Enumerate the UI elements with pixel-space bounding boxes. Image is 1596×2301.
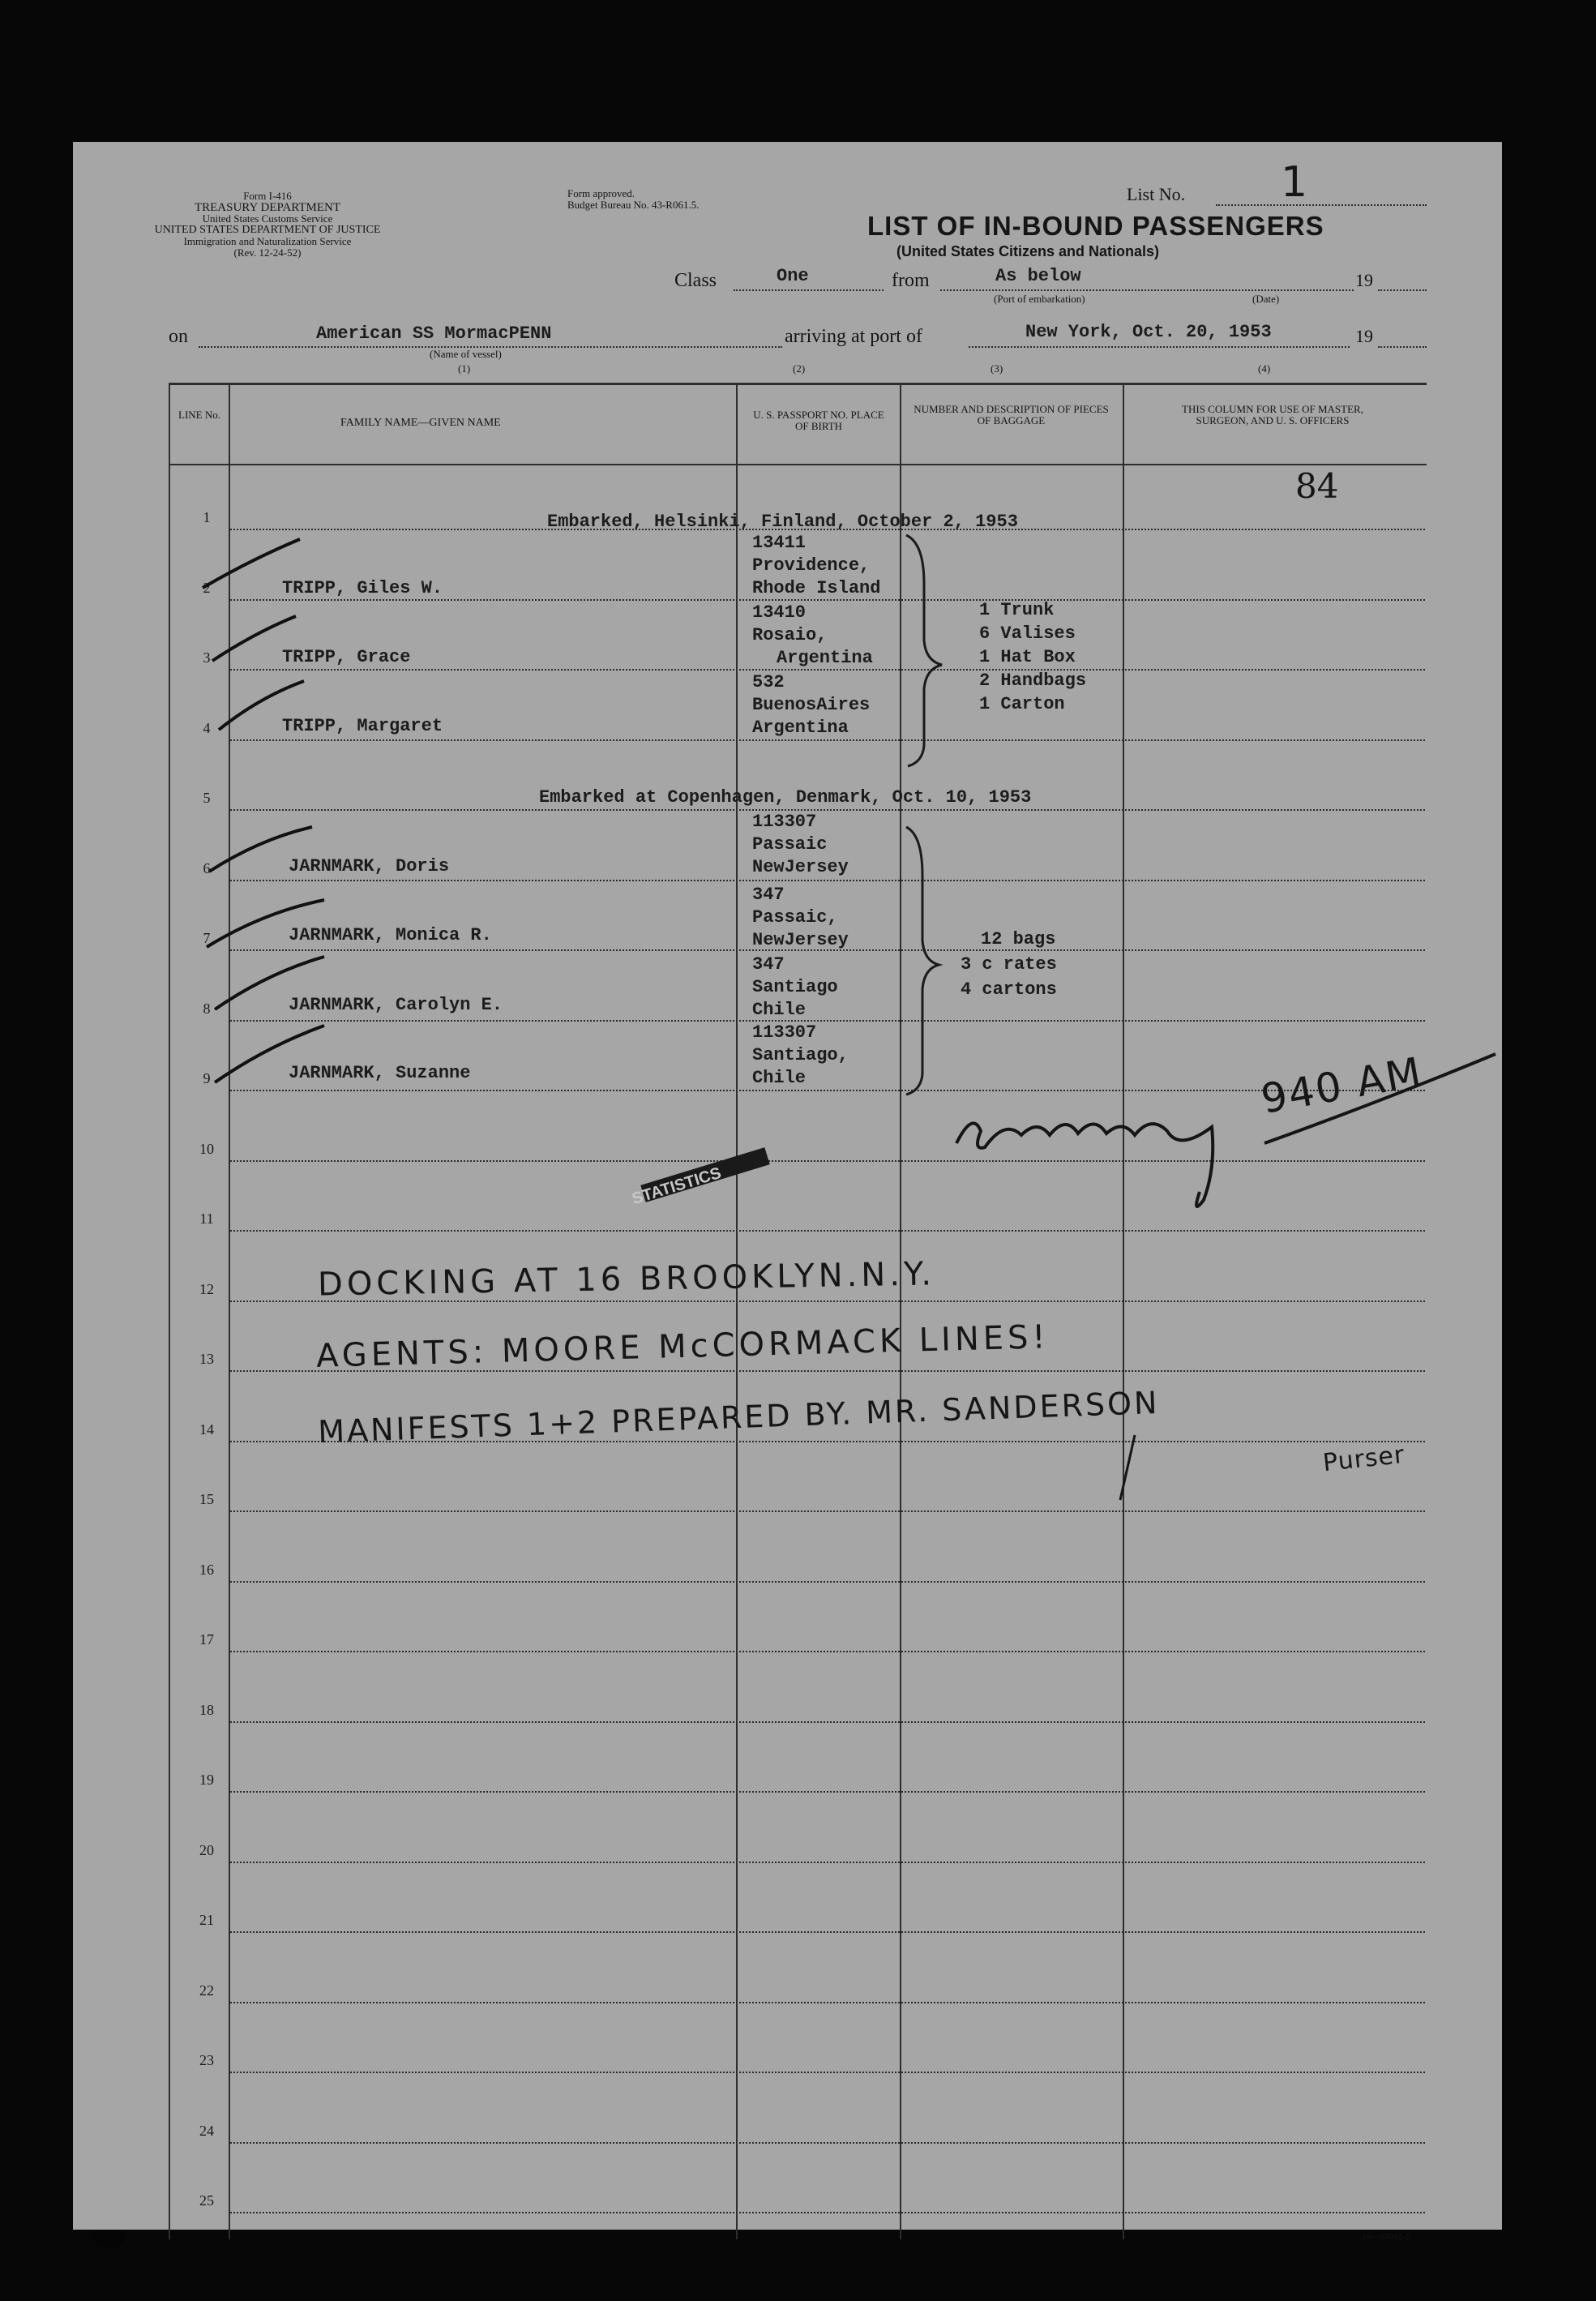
passenger-name-3: TRIPP, Margaret — [282, 716, 443, 736]
year-prefix-2: 19 — [1355, 326, 1373, 346]
line-number: 5 — [203, 790, 211, 806]
from-value: As below — [995, 266, 1081, 286]
brace-group-2 — [906, 827, 939, 1095]
baggage-item: 3 c rates — [961, 954, 1057, 975]
form-approved: Form approved. — [567, 187, 635, 199]
baggage-item: 4 cartons — [961, 979, 1057, 1000]
birth-place: Passaic — [752, 834, 828, 855]
line-number: 7 — [203, 930, 211, 946]
handwritten-manifests: MANIFESTS 1+2 PREPARED BY. MR. SANDERSON — [317, 1384, 1161, 1450]
page-title: LIST OF IN-BOUND PASSENGERS — [867, 211, 1324, 241]
handwritten-purser: Purser — [1321, 1440, 1406, 1478]
check-mark-4 — [219, 681, 304, 730]
ins-label: Immigration and Naturalization Service — [183, 235, 352, 247]
baggage-item: 6 Valises — [979, 623, 1076, 644]
line-number: 2 — [203, 579, 211, 596]
line-number: 17 — [199, 1631, 214, 1648]
col-header-baggage: NUMBER AND DESCRIPTION OF PIECES OF BAGGAGE — [914, 403, 1109, 426]
baggage-item: 2 Handbags — [979, 671, 1087, 691]
from-label: from — [892, 270, 930, 291]
birth-place: Rhode Island — [752, 578, 881, 598]
on-label: on — [169, 326, 188, 347]
page-subtitle: (United States Citizens and Nationals) — [896, 243, 1160, 259]
col-header-passport: U. S. PASSPORT NO. PLACE OF BIRTH — [753, 409, 884, 432]
treasury-dept: TREASURY DEPARTMENT — [194, 201, 341, 214]
line-number: 12 — [199, 1280, 214, 1297]
check-mark-6 — [209, 827, 312, 872]
vessel-caption: (Name of vessel) — [430, 348, 502, 360]
line-number: 3 — [203, 649, 211, 666]
baggage-item: 1 Trunk — [979, 600, 1055, 620]
line-number: 23 — [199, 2052, 214, 2068]
passenger-name-5: JARNMARK, Monica R. — [289, 925, 492, 945]
col-header-name: FAMILY NAME—GIVEN NAME — [340, 417, 501, 429]
embark-helsinki: Embarked, Helsinki, Finland, October 2, 1953 — [547, 512, 1018, 532]
col-header-line-no: LINE No. — [178, 409, 220, 421]
form-number: Form I-416 — [243, 190, 292, 202]
check-mark-8 — [215, 957, 324, 1009]
line-number: 21 — [199, 1912, 214, 1928]
footer-code: 16—54032-2 — [1362, 2232, 1410, 2242]
passport-no: 347 — [752, 885, 785, 905]
baggage-item: 1 Hat Box — [979, 647, 1076, 667]
date-caption: (Date) — [1252, 293, 1280, 305]
line-number: 4 — [203, 719, 211, 736]
passport-no: 13411 — [752, 533, 807, 553]
check-mark-7 — [207, 900, 324, 947]
brace-group-1 — [906, 535, 942, 766]
handwritten-docking: DOCKING AT 16 BROOKLYN.N.Y. — [317, 1255, 936, 1304]
class-value: One — [777, 266, 809, 286]
birth-place: Passaic, — [752, 907, 838, 928]
passenger-name-4: JARNMARK, Doris — [289, 856, 450, 876]
baggage-item: 12 bags — [981, 929, 1056, 949]
col-num-4: (4) — [1258, 362, 1271, 375]
customs-service: United States Customs Service — [202, 212, 333, 225]
passport-no: 347 — [752, 954, 785, 975]
passport-no: 13410 — [752, 602, 807, 623]
line-number: 18 — [199, 1701, 214, 1718]
line-number: 11 — [199, 1210, 214, 1227]
statistics-stamp: STATISTICS — [630, 1163, 724, 1209]
birth-place: Argentina — [752, 718, 849, 738]
passenger-name-6: JARNMARK, Carolyn E. — [289, 995, 503, 1015]
baggage-item: 1 Carton — [979, 694, 1065, 714]
line-number: 9 — [203, 1070, 211, 1086]
birth-place: Chile — [752, 1068, 807, 1088]
check-mark-3 — [212, 616, 296, 661]
line-number: 22 — [199, 1982, 214, 1999]
col-num-2: (2) — [793, 362, 806, 375]
line-number: 25 — [199, 2192, 214, 2209]
passport-no: 113307 — [752, 1022, 817, 1043]
birth-place: Argentina — [777, 648, 873, 668]
passport-no: 532 — [752, 672, 785, 692]
check-mark-9 — [215, 1026, 324, 1082]
col-num-3: (3) — [991, 362, 1003, 375]
purser-bracket — [1120, 1435, 1135, 1500]
birth-place: Providence, — [752, 555, 871, 576]
passenger-name-7: JARNMARK, Suzanne — [289, 1063, 471, 1083]
col-num-1: (1) — [458, 362, 471, 375]
passenger-name-1: TRIPP, Giles W. — [282, 578, 443, 598]
class-label: Class — [674, 270, 717, 291]
officer-note: 84 — [1295, 466, 1339, 506]
embark-copenhagen: Embarked at Copenhagen, Denmark, Oct. 10, 1953 — [539, 787, 1032, 808]
birth-place: Santiago — [752, 977, 838, 997]
budget-bureau: Budget Bureau No. 43-R061.5. — [567, 199, 700, 211]
birth-place: Rosaio, — [752, 625, 828, 645]
revision-label: (Rev. 12-24-52) — [233, 246, 302, 259]
birth-place: Santiago, — [752, 1045, 849, 1065]
signature-scrawl — [956, 1123, 1213, 1206]
line-number: 10 — [199, 1140, 214, 1157]
line-number: 16 — [199, 1561, 214, 1578]
arriving-label: arriving at port of — [785, 326, 922, 347]
year-prefix-1: 19 — [1355, 270, 1373, 290]
list-no-value: 1 — [1281, 158, 1312, 207]
passport-no: 113307 — [752, 812, 817, 832]
list-no-label: List No. — [1127, 184, 1186, 204]
birth-place: NewJersey — [752, 930, 849, 950]
line-number: 14 — [199, 1420, 214, 1438]
line-number: 8 — [203, 1000, 211, 1017]
line-number: 20 — [199, 1841, 214, 1858]
handwritten-agents: AGENTS: MOORE McCORMACK LINES! — [315, 1318, 1050, 1375]
birth-place: BuenosAires — [752, 695, 871, 715]
arrival-value: New York, Oct. 20, 1953 — [1025, 322, 1272, 342]
birth-place: NewJersey — [752, 857, 849, 877]
doj-label: UNITED STATES DEPARTMENT OF JUSTICE — [154, 224, 381, 236]
vessel-value: American SS MormacPENN — [316, 324, 552, 344]
col-header-officers: THIS COLUMN FOR USE OF MASTER, SURGEON, AND U. S. OFFICERS — [1182, 403, 1363, 426]
passenger-name-2: TRIPP, Grace — [282, 647, 411, 667]
line-number: 6 — [203, 859, 211, 876]
line-number: 24 — [199, 2122, 214, 2139]
check-mark-2 — [203, 539, 300, 588]
port-embark-caption: (Port of embarkation) — [994, 293, 1085, 305]
birth-place: Chile — [752, 1000, 807, 1020]
line-number: 13 — [199, 1351, 214, 1367]
time-note: 940 AM — [1257, 1048, 1427, 1123]
line-number: 15 — [199, 1491, 214, 1507]
line-number: 1 — [203, 509, 211, 525]
line-number: 19 — [199, 1772, 214, 1788]
